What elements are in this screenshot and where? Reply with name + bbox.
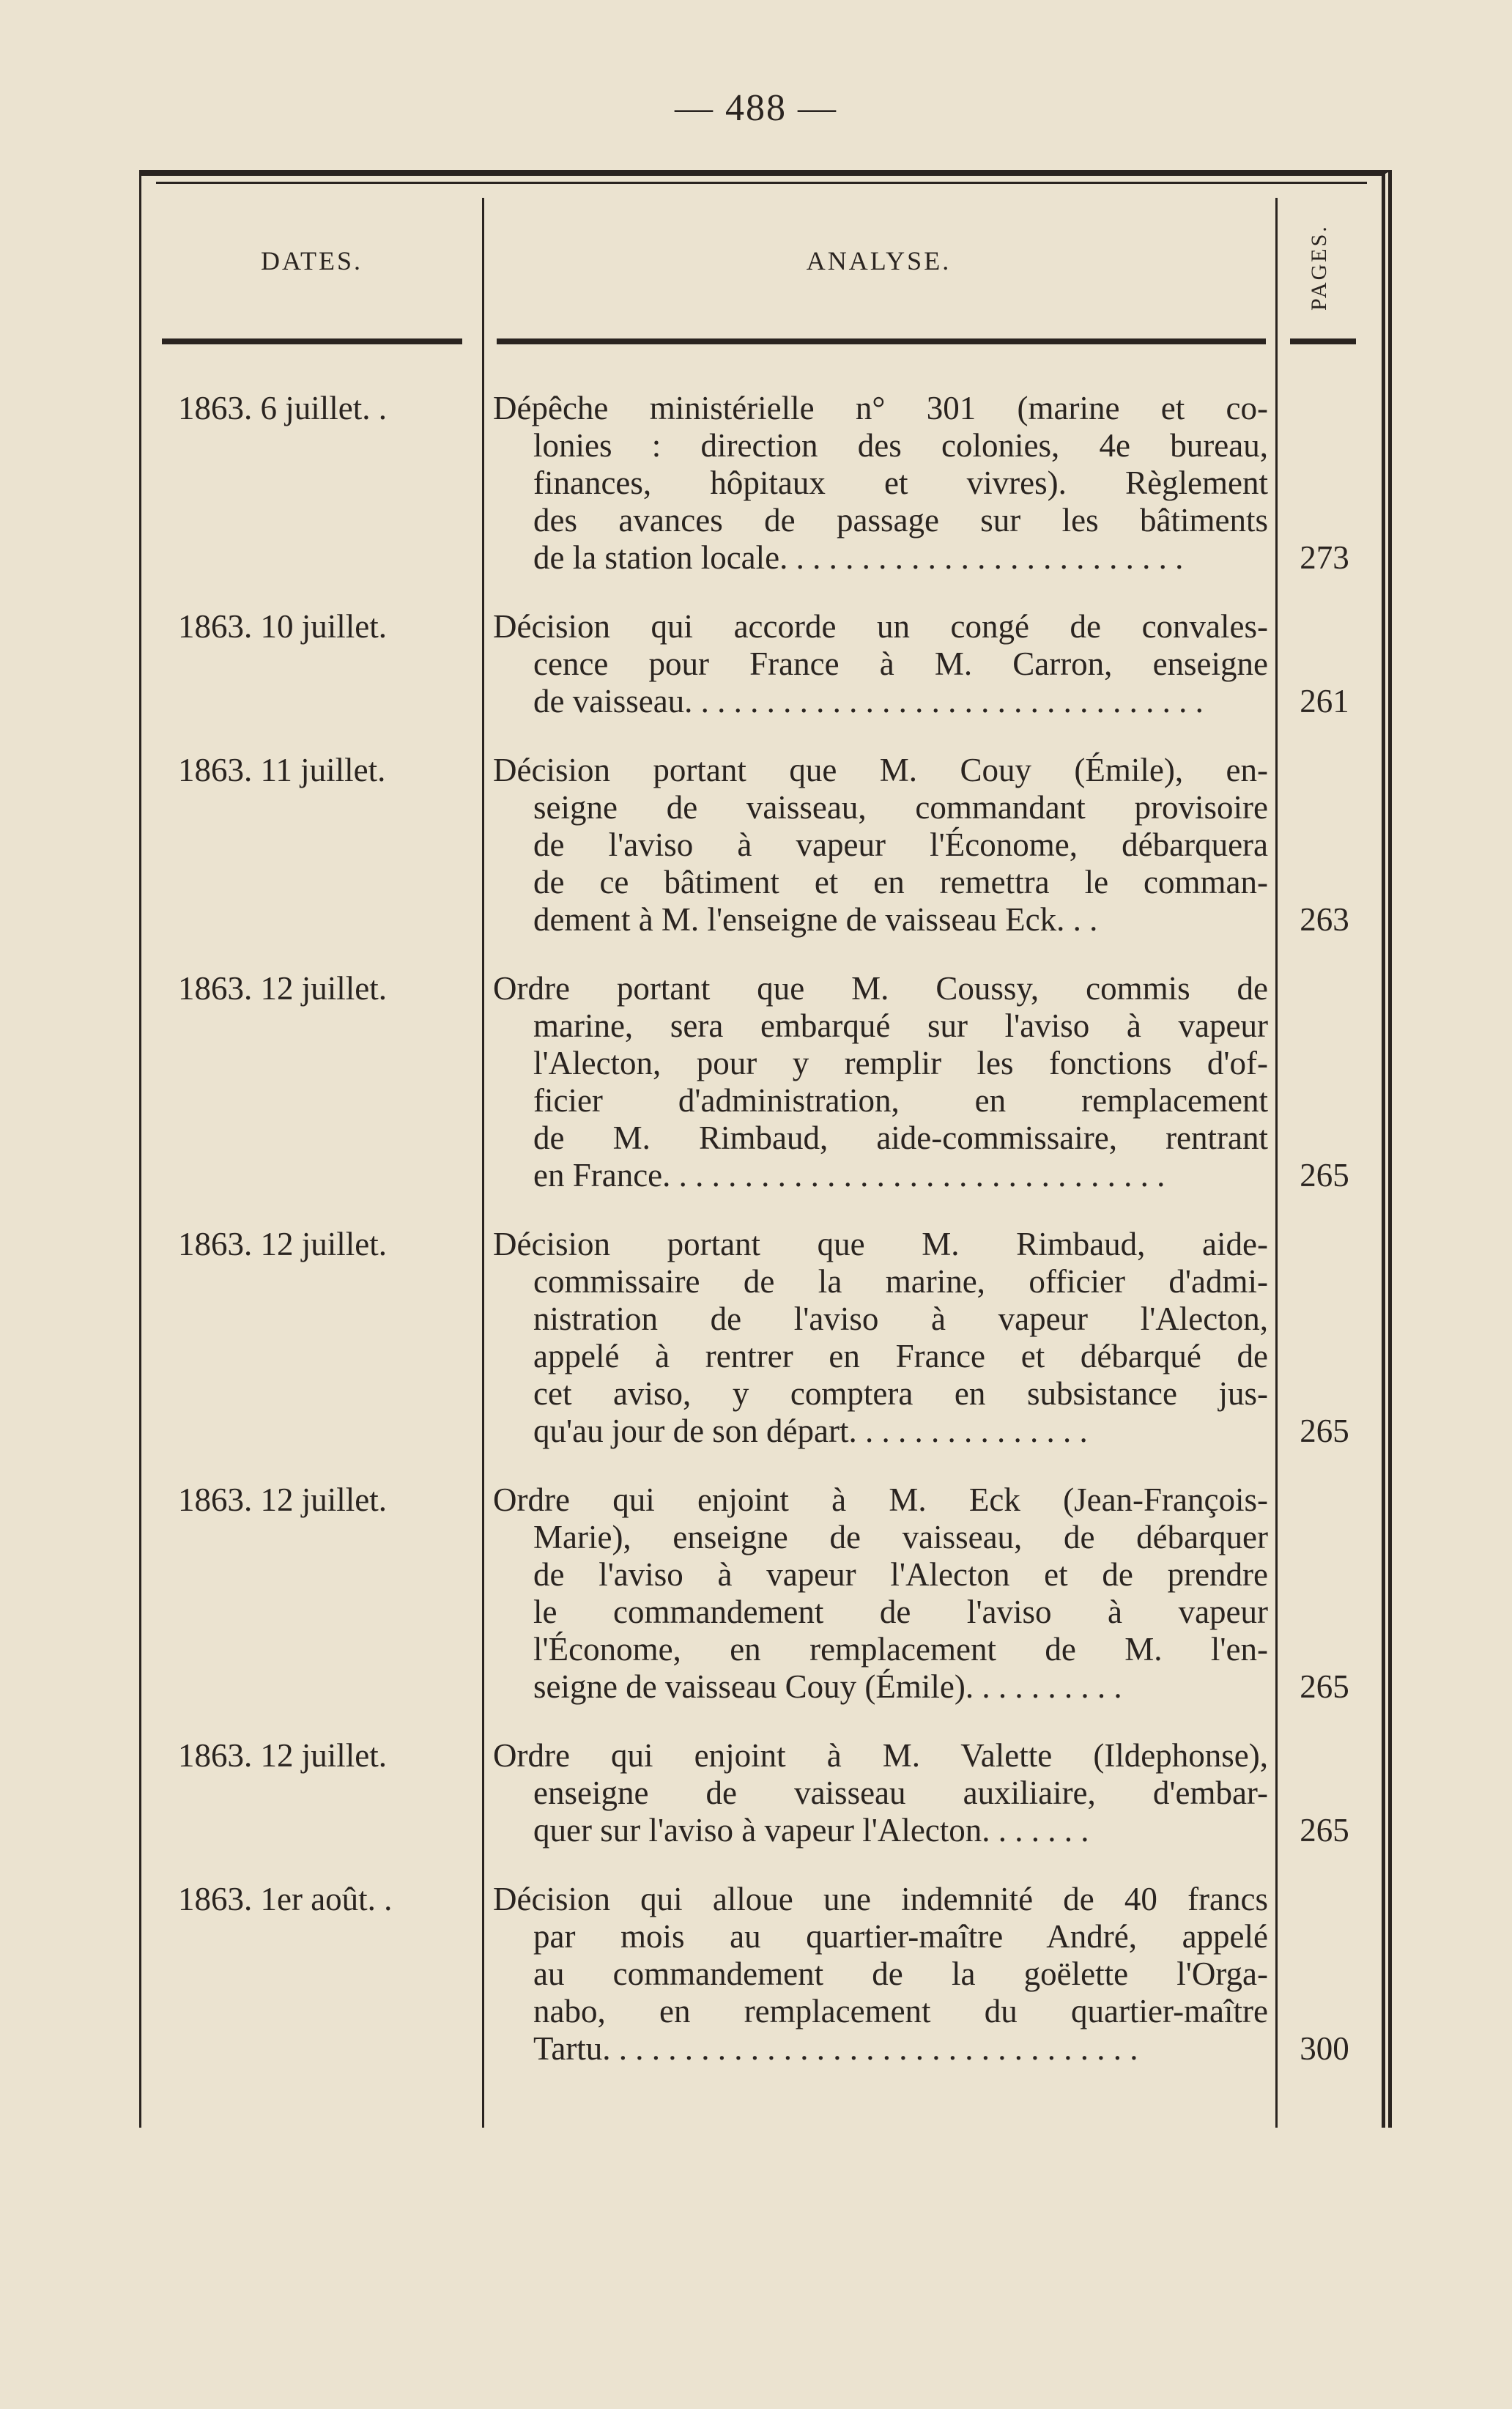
header-rule-pages: [1290, 338, 1356, 344]
entry-page-ref: 265: [1300, 1157, 1349, 1194]
analysis-line: Marie), enseigne de vaisseau, de débarquer: [533, 1519, 1268, 1555]
table-row: [141, 1226, 1382, 1450]
analysis-line: Ordre qui enjoint à M. Eck (Jean-François-: [493, 1481, 1268, 1518]
analysis-line: au commandement de la goëlette l'Orga-: [533, 1955, 1268, 1992]
analysis-line: par mois au quartier-maître André, appelé: [533, 1918, 1268, 1955]
analysis-line: Ordre portant que M. Coussy, commis de: [493, 970, 1268, 1007]
entry-page-ref: 265: [1300, 1668, 1349, 1705]
register-table: [139, 170, 1392, 2128]
entry-date: 1863. 1er août. .: [178, 1881, 393, 1917]
entry-date: 1863. 12 juillet.: [178, 1737, 387, 1774]
entry-analysis: [493, 752, 1268, 939]
table-row: [141, 608, 1382, 720]
analysis-line: finances, hôpitaux et vivres). Règlement: [533, 465, 1268, 501]
table-row: [141, 1737, 1382, 1849]
row-gap: [141, 939, 1382, 970]
header-analyse: ANALYSE.: [806, 246, 952, 275]
entry-analysis: [493, 1881, 1268, 2068]
row-gap: [141, 577, 1382, 608]
analysis-line: de vaisseau. . . . . . . . . . . . . . . . . . . . . . . . . . . . . . . .: [533, 683, 1204, 719]
entry-analysis: [493, 1481, 1268, 1706]
analysis-line: cence pour France à M. Carron, enseigne: [533, 645, 1268, 682]
analysis-line: enseigne de vaisseau auxiliaire, d'embar-: [533, 1775, 1268, 1811]
analysis-line: nistration de l'aviso à vapeur l'Alecton,: [533, 1300, 1268, 1337]
analysis-line: Décision portant que M. Couy (Émile), en-: [493, 752, 1268, 788]
table-body: [141, 390, 1382, 2068]
table-header: [141, 176, 1382, 341]
analysis-line: dement à M. l'enseigne de vaisseau Eck. . .: [533, 901, 1098, 938]
table-row: [141, 752, 1382, 939]
entry-page-ref: 265: [1300, 1812, 1349, 1849]
header-rule-dates: [162, 338, 462, 344]
analysis-line: qu'au jour de son départ. . . . . . . . . . . . . . .: [533, 1413, 1088, 1449]
analysis-line: de l'aviso à vapeur l'Alecton et de prendre: [533, 1556, 1268, 1593]
analysis-line: seigne de vaisseau Couy (Émile). . . . . . . . . .: [533, 1668, 1122, 1705]
analysis-line: Dépêche ministérielle n° 301 (marine et co-: [493, 390, 1268, 426]
table-row: [141, 970, 1382, 1194]
analysis-line: cet aviso, y comptera en subsistance jus-: [533, 1375, 1268, 1412]
entry-date: 1863. 11 juillet.: [178, 752, 386, 788]
entry-date: 1863. 12 juillet.: [178, 970, 387, 1007]
analysis-line: Décision qui accorde un congé de convales-: [493, 608, 1268, 645]
entry-analysis: [493, 608, 1268, 720]
entry-date: 1863. 10 juillet.: [178, 608, 387, 645]
analysis-line: seigne de vaisseau, commandant provisoire: [533, 789, 1268, 826]
analysis-line: commissaire de la marine, officier d'admi-: [533, 1263, 1268, 1300]
analysis-line: quer sur l'aviso à vapeur l'Alecton. . . . . . .: [533, 1812, 1089, 1849]
entry-page-ref: 273: [1300, 539, 1349, 576]
entry-date: 1863. 12 juillet.: [178, 1226, 387, 1262]
row-gap: [141, 720, 1382, 752]
entry-page-ref: 300: [1300, 2030, 1349, 2067]
entry-analysis: [493, 390, 1268, 577]
header-rule-analyse: [497, 338, 1266, 344]
analysis-line: le commandement de l'aviso à vapeur: [533, 1594, 1268, 1630]
analysis-line: des avances de passage sur les bâtiments: [533, 502, 1268, 539]
analysis-line: lonies : direction des colonies, 4e bureau,: [533, 427, 1268, 464]
analysis-line: nabo, en remplacement du quartier-maître: [533, 1993, 1268, 2029]
header-dates: DATES.: [260, 246, 363, 275]
page-number: — 488 —: [675, 87, 837, 129]
analysis-line: Ordre qui enjoint à M. Valette (Ildephonse),: [493, 1737, 1268, 1774]
table-row: [141, 1881, 1382, 2068]
table-row: [141, 1481, 1382, 1706]
entry-date: 1863. 6 juillet. .: [178, 390, 387, 426]
entry-analysis: [493, 1737, 1268, 1849]
row-gap: [141, 1849, 1382, 1881]
row-gap: [141, 1194, 1382, 1226]
analysis-line: l'Économe, en remplacement de M. l'en-: [533, 1631, 1268, 1668]
analysis-line: ficier d'administration, en remplacement: [533, 1082, 1268, 1119]
analysis-line: Décision portant que M. Rimbaud, aide-: [493, 1226, 1268, 1262]
analysis-line: en France. . . . . . . . . . . . . . . . . . . . . . . . . . . . . . .: [533, 1157, 1166, 1194]
analysis-line: de la station locale. . . . . . . . . . . . . . . . . . . . . . . . .: [533, 539, 1184, 576]
analysis-line: Décision qui alloue une indemnité de 40 francs: [493, 1881, 1268, 1917]
analysis-line: Tartu. . . . . . . . . . . . . . . . . . . . . . . . . . . . . . . . .: [533, 2030, 1138, 2067]
entry-page-ref: 263: [1300, 901, 1349, 938]
row-gap: [141, 1450, 1382, 1481]
analysis-line: de l'aviso à vapeur l'Économe, débarquera: [533, 826, 1268, 863]
analysis-line: de M. Rimbaud, aide-commissaire, rentrant: [533, 1120, 1268, 1156]
row-gap: [141, 1706, 1382, 1737]
entry-page-ref: 265: [1300, 1413, 1349, 1449]
analysis-line: de ce bâtiment et en remettra le comman-: [533, 864, 1268, 900]
analysis-line: l'Alecton, pour y remplir les fonctions d'of-: [533, 1045, 1268, 1081]
header-pages: PAGES.: [1307, 224, 1331, 311]
entry-date: 1863. 12 juillet.: [178, 1481, 387, 1518]
analysis-line: appelé à rentrer en France et débarqué de: [533, 1338, 1268, 1374]
entry-analysis: [493, 1226, 1268, 1450]
entry-analysis: [493, 970, 1268, 1194]
analysis-line: marine, sera embarqué sur l'aviso à vapeur: [533, 1007, 1268, 1044]
entry-page-ref: 261: [1300, 683, 1349, 719]
table-row: [141, 390, 1382, 577]
